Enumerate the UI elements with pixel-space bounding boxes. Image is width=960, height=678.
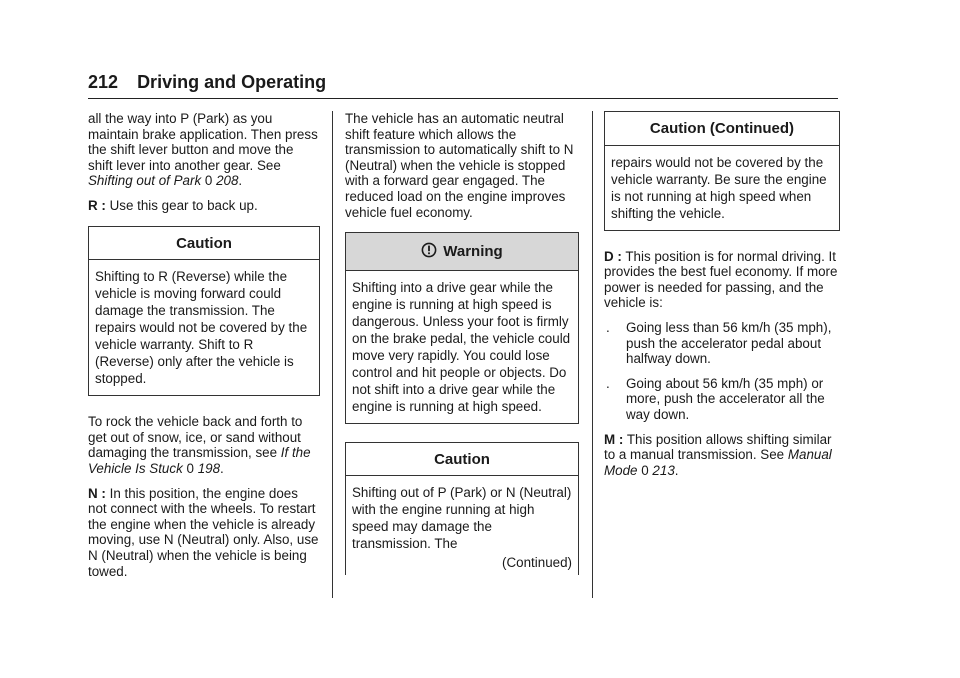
- column-middle: [345, 111, 579, 575]
- cross-reference-link[interactable]: Shifting out of Park: [88, 173, 202, 189]
- continued-note: (Continued): [502, 555, 572, 571]
- paragraph-text: all the way into P (Park) as you maintain brake application. Then press the shift lever button and move the shift lever into another gear. See: [88, 111, 318, 173]
- punctuation: .: [220, 460, 224, 476]
- caution-box: [88, 226, 320, 397]
- gear-label: M :: [604, 431, 624, 447]
- caution-box: [345, 442, 579, 576]
- bullet-list: [604, 320, 840, 423]
- column-divider: [332, 111, 333, 598]
- cross-reference-link[interactable]: Manual Mode: [604, 447, 832, 478]
- page-ref-arrow: 0: [204, 173, 213, 189]
- warning-title-bar: [346, 233, 578, 271]
- page-ref-number[interactable]: 198: [197, 460, 221, 476]
- punctuation: .: [674, 462, 679, 478]
- paragraph-text: To rock the vehicle back and forth to get out of snow, ice, or sand without damaging the transmission, see: [88, 414, 303, 461]
- paragraph: [88, 111, 320, 189]
- gear-text: This position is for normal driving. It provides the best fuel economy. If more power is needed for passing, and the vehicle is:: [604, 248, 838, 311]
- caution-title: Caution (Continued): [605, 112, 839, 146]
- page-header: [88, 72, 838, 99]
- page-ref-number[interactable]: 208: [216, 173, 239, 189]
- paragraph: The vehicle has an automatic neutral shift feature which allows the transmission to automatically shift to N (Neutral) when the vehicle is stopped with a forward gear engaged. The reduced load on the engine improves vehicle fuel economy.: [345, 111, 574, 220]
- page-ref-number[interactable]: 213: [652, 462, 675, 478]
- gear-text: This position allows shifting similar to a manual transmission. See: [604, 431, 832, 463]
- section-title: Driving and Operating: [137, 72, 327, 92]
- punctuation: .: [238, 173, 243, 189]
- column-divider: [592, 111, 593, 598]
- warning-body: Shifting into a drive gear while the engine is running at high speed is dangerous. Unless your foot is firmly on the brake pedal, the vehicle could move very rapidly. You could lose control and hit people or objects. Do not shift into a drive gear while the engine is running at high speed.: [352, 279, 571, 414]
- caution-title: Caution: [89, 227, 319, 261]
- gear-item-d: [604, 249, 840, 311]
- caution-title: Caution: [346, 443, 578, 477]
- gear-text: Use this gear to back up.: [109, 197, 258, 213]
- bullet-mark: .: [606, 319, 610, 335]
- bullet-mark: .: [606, 375, 610, 391]
- gear-label: D :: [604, 248, 622, 264]
- page-number: 212: [88, 72, 119, 92]
- list-item: [604, 376, 840, 423]
- list-item-text: Going less than 56 km/h (35 mph), push the accelerator pedal about halfway down.: [626, 319, 832, 367]
- caution-body: repairs would not be covered by the vehicle warranty. Be sure the engine is not running at high speed when shifting the vehicle.: [611, 154, 827, 221]
- gear-label: N :: [88, 485, 106, 501]
- caution-continued-box: [604, 111, 840, 231]
- cross-reference-link[interactable]: If the Vehicle Is Stuck: [88, 445, 311, 476]
- list-item: [604, 320, 840, 367]
- gear-item-m: [604, 432, 840, 479]
- warning-box: [345, 232, 579, 424]
- gear-text: In this position, the engine does not connect with the wheels. To restart the engine when the vehicle is already moving, use N (Neutral) only. Also, use N (Neutral) when the vehicle is being towed.: [88, 485, 319, 579]
- page-ref-arrow: 0: [641, 462, 649, 478]
- column-right: [604, 111, 840, 487]
- caution-text: Shifting out of P (Park) or N (Neutral) with the engine running at high speed may damage the transmission. The: [352, 485, 572, 552]
- caution-body: [346, 476, 578, 575]
- list-item-text: Going about 56 km/h (35 mph) or more, push the accelerator all the way down.: [626, 375, 825, 422]
- warning-icon: [421, 242, 437, 262]
- gear-label: R :: [88, 197, 106, 213]
- gear-item-n: [88, 486, 320, 580]
- page-ref-arrow: 0: [186, 460, 194, 476]
- warning-title: Warning: [443, 243, 503, 261]
- paragraph: [88, 414, 320, 476]
- column-left: [88, 111, 320, 588]
- gear-item-r: [88, 198, 320, 214]
- caution-body: Shifting to R (Reverse) while the vehicle is moving forward could damage the transmission. The repairs would not be covered by the vehicle warranty. Shift to R (Reverse) only after the vehicle is stopped.: [95, 269, 308, 387]
